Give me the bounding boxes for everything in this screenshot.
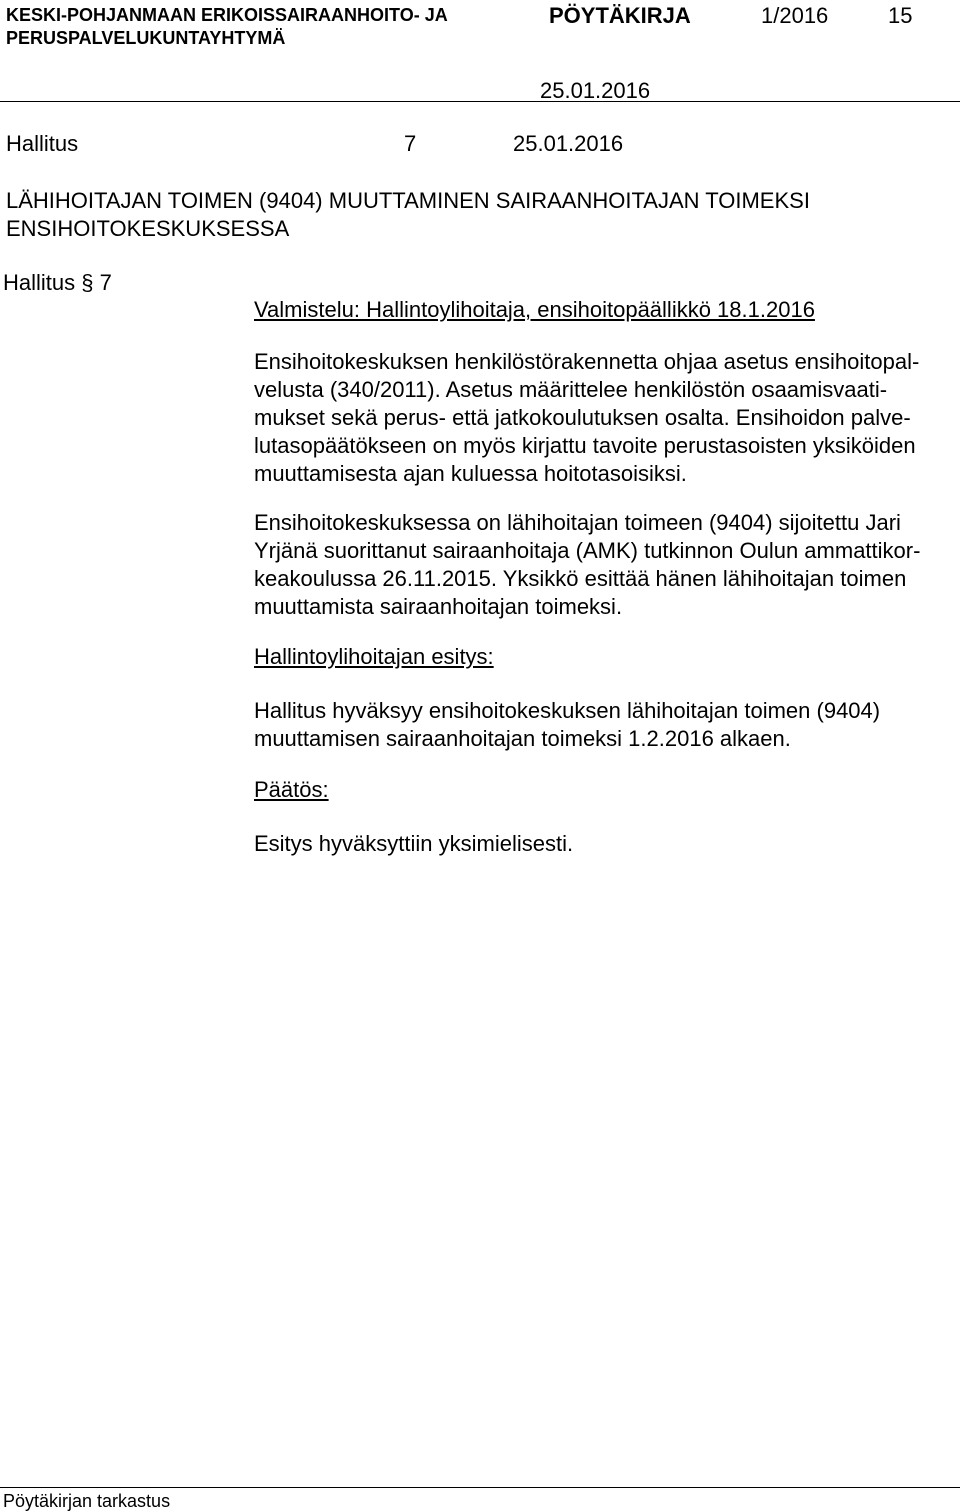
paragraph-line: mukset sekä perus- että jatkokoulutuksen osalta. Ensihoidon palve- bbox=[254, 405, 911, 430]
paragraph-line: Yrjänä suorittanut sairaanhoitaja (AMK) tutkinnon Oulun ammattikor- bbox=[254, 538, 921, 563]
paragraph-line: velusta (340/2011). Asetus määrittelee henkilöstön osaamisvaati- bbox=[254, 377, 888, 402]
meeting-body: Hallitus bbox=[6, 131, 79, 156]
paragraph-line: lutasopäätökseen on myös kirjattu tavoite perustasoisten yksiköiden bbox=[254, 433, 916, 458]
paragraph-line: Ensihoitokeskuksen henkilöstörakennetta ohjaa asetus ensihoitopal- bbox=[254, 349, 920, 374]
paragraph-line: muuttamisesta ajan kuluessa hoitotasoisiksi. bbox=[254, 461, 687, 486]
item-title bbox=[6, 187, 810, 243]
item-title-line: LÄHIHOITAJAN TOIMEN (9404) MUUTTAMINEN SAIRAANHOITAJAN TOIMEKSI bbox=[6, 188, 810, 213]
paragraph-line: keakoulussa 26.11.2015. Yksikkö esittää hänen lähihoitajan toimen bbox=[254, 566, 907, 591]
organization-line-2: PERUSPALVELUKUNTAYHTYMÄ bbox=[6, 28, 286, 48]
decision-heading: Päätös: bbox=[254, 777, 329, 802]
paragraph-case bbox=[254, 509, 954, 621]
decision-text bbox=[254, 830, 954, 858]
section-reference: Hallitus § 7 bbox=[3, 270, 112, 295]
decision-line: Esitys hyväksyttiin yksimielisesti. bbox=[254, 831, 574, 856]
preparation-line: Valmistelu: Hallintoylihoitaja, ensihoitopäällikkö 18.1.2016 bbox=[254, 297, 815, 322]
document-number: 1/2016 bbox=[761, 3, 829, 28]
decision-heading-block bbox=[254, 776, 954, 804]
meeting-reference bbox=[6, 131, 624, 157]
footer-label: Pöytäkirjan tarkastus bbox=[3, 1491, 171, 1511]
header-divider bbox=[0, 101, 960, 102]
proposal-heading-block bbox=[254, 643, 954, 671]
paragraph-line: Ensihoitokeskuksessa on lähihoitajan toimeen (9404) sijoitettu Jari bbox=[254, 510, 901, 535]
organization-name bbox=[6, 4, 448, 50]
preparation-note bbox=[254, 296, 954, 324]
header-date: 25.01.2016 bbox=[540, 78, 651, 103]
paragraph-line: muuttamista sairaanhoitajan toimeksi. bbox=[254, 594, 623, 619]
proposal-heading: Hallintoylihoitajan esitys: bbox=[254, 644, 494, 669]
meeting-date: 25.01.2016 bbox=[513, 131, 624, 156]
page-number: 15 bbox=[888, 3, 913, 28]
proposal-line: muuttamisen sairaanhoitajan toimeksi 1.2.2016 alkaen. bbox=[254, 726, 791, 751]
proposal-text bbox=[254, 697, 954, 753]
document-type: PÖYTÄKIRJA bbox=[549, 3, 691, 28]
footer-divider bbox=[0, 1487, 960, 1488]
paragraph-background bbox=[254, 348, 954, 488]
organization-line-1: KESKI-POHJANMAAN ERIKOISSAIRAANHOITO- JA bbox=[6, 5, 448, 25]
proposal-line: Hallitus hyväksyy ensihoitokeskuksen lähihoitajan toimen (9404) bbox=[254, 698, 881, 723]
section-number: 7 bbox=[404, 131, 417, 156]
item-title-line: ENSIHOITOKESKUKSESSA bbox=[6, 216, 290, 241]
